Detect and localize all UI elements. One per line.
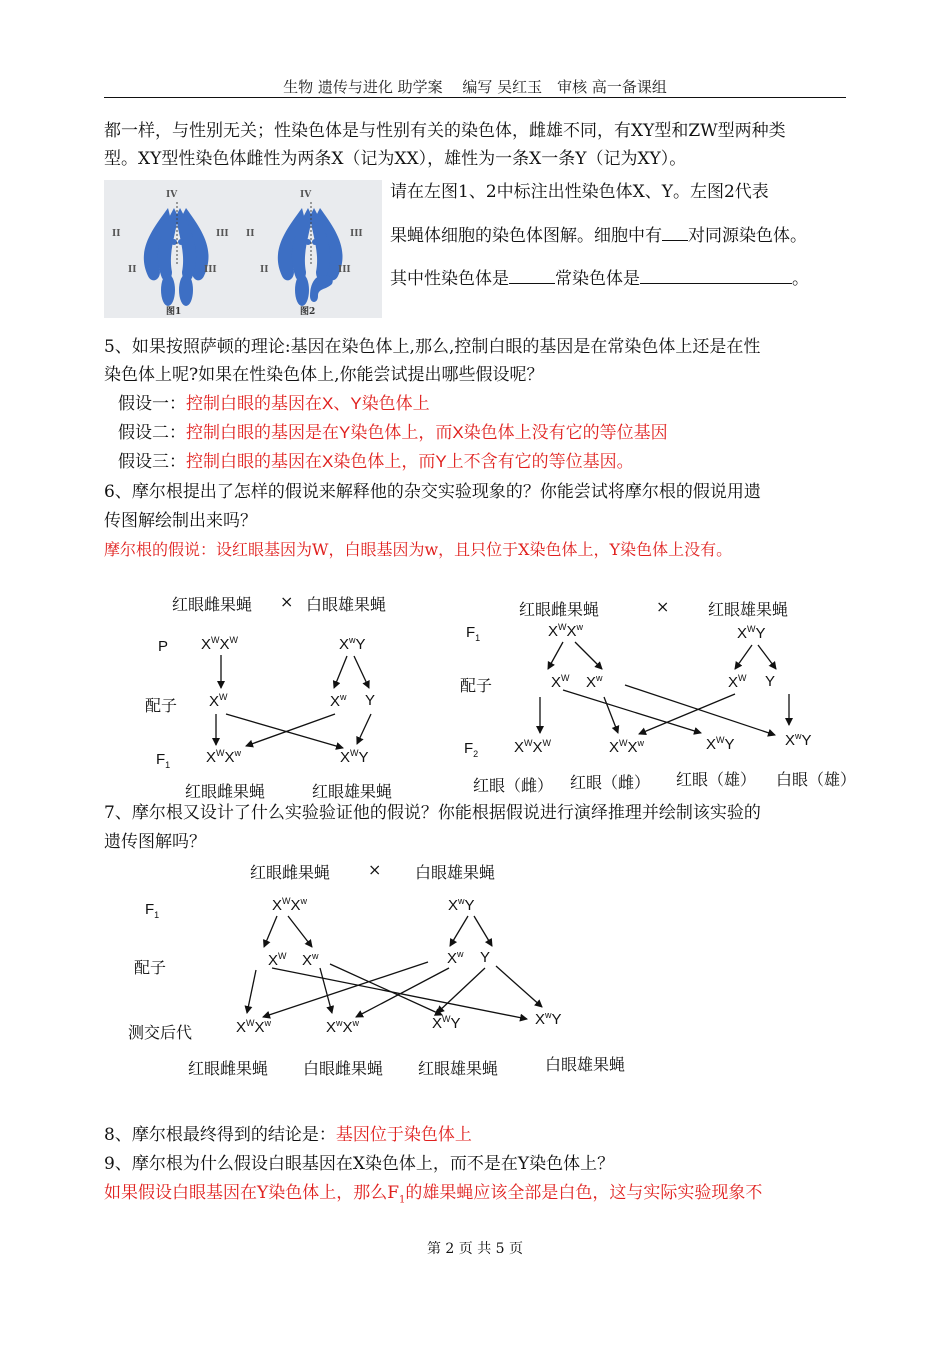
cross2-female-label: 红眼雌果蝇 — [519, 600, 600, 619]
cross1-offspring-female: $X^WX^w$ — [206, 748, 242, 766]
q5-hypothesis-2: 假设二：控制白眼的基因是在Y染色体上，而X染色体上没有它的等位基因 — [118, 423, 668, 443]
cross1-gamete-y: Y — [365, 692, 376, 709]
cross1-p-male-genotype: $X^wY$ — [339, 635, 366, 653]
label-ii-1a: II — [112, 229, 121, 239]
cross3-female-label: 红眼雌果蝇 — [250, 863, 331, 882]
q5-hypothesis-3: 假设三：控制白眼的基因在X染色体上，而Y上不含有它的等位基因。 — [118, 452, 634, 472]
cross3-testcross-label: 测交后代 — [128, 1023, 193, 1042]
cross2-times: × — [656, 597, 670, 616]
cross3-f1-female-genotype: $X^WX^w$ — [272, 896, 308, 914]
cross3-result-4: 白眼雄果蝇 — [545, 1055, 626, 1074]
cross3-gamete-3: $X^w$ — [447, 949, 464, 967]
cross2-offspring-4: $X^wY$ — [785, 731, 812, 749]
q8-line: 8、摩尔根最终得到的结论是：基因位于染色体上 — [104, 1125, 472, 1145]
label-iv-2: IV — [300, 190, 312, 200]
cross3-result-1: 红眼雌果蝇 — [188, 1059, 269, 1078]
label-ii-2a: II — [246, 229, 255, 239]
cross3-times: × — [368, 860, 382, 879]
cross3-offspring-2: $X^wX^w$ — [326, 1018, 360, 1036]
cross2-result-3: 红眼（雄） — [676, 770, 757, 789]
cross1-p-female-genotype: $X^WX^W$ — [201, 635, 239, 653]
q9-answer: 如果假设白眼基因在Y染色体上，那么$F_1$的雄果蝇应该全部是白色，这与实际实验现象不 — [104, 1183, 763, 1206]
q6-line-1: 6、摩尔根提出了怎样的假说来解释他的杂交实验现象的？你能尝试将摩尔根的假说用遗 — [104, 482, 761, 502]
cross1-male-label: 白眼雄果蝇 — [306, 595, 387, 614]
cross3-offspring-4: $X^wY$ — [535, 1010, 562, 1028]
label-ii-2b: II — [260, 265, 269, 275]
q6-answer: 摩尔根的假说：设红眼基因为W，白眼基因为w，且只位于X染色体上，Y染色体上没有。 — [104, 540, 733, 559]
cross2-offspring-2: $X^WX^w$ — [609, 738, 645, 756]
fig-question-line-2: 果蝇体细胞的染色体图解。细胞中有 对同源染色体。 — [390, 222, 850, 249]
label-iii-2b: III — [338, 265, 351, 275]
cross2-gametes-label: 配子 — [460, 676, 493, 695]
cross2-gamete-4: Y — [765, 673, 776, 690]
cross1-offspring-male: $X^WY$ — [340, 748, 369, 766]
cross1-gen-f1: $F_1$ — [156, 751, 171, 770]
fig-question-line-3: 其中性染色体是 常染色体是 。 — [390, 265, 850, 292]
q5-line-1: 5、如果按照萨顿的理论:基因在染色体上,那么,控制白眼的基因是在常染色体上还是在性 — [104, 337, 761, 357]
label-iii-1b: III — [204, 265, 217, 275]
cross2-f1-female-genotype: $X^WX^w$ — [548, 622, 584, 640]
fig2-caption: 图2 — [300, 307, 316, 317]
cross1-female-label: 红眼雌果蝇 — [172, 595, 253, 614]
cross3-gamete-4: Y — [480, 949, 491, 966]
cross3-gamete-2: $X^w$ — [302, 951, 319, 969]
cross2-result-2: 红眼（雌） — [570, 773, 651, 792]
cross1-gamete-xw-male: $X^w$ — [330, 692, 347, 710]
cross2-offspring-3: $X^WY$ — [706, 735, 735, 753]
cross2-gen-f2: $F_2$ — [464, 740, 479, 759]
cross3-result-2: 白眼雌果蝇 — [303, 1059, 384, 1078]
cross2-gamete-1: $X^W$ — [551, 673, 570, 691]
cross2-f1-male-genotype: $X^WY$ — [737, 624, 766, 642]
cross3-result-3: 红眼雄果蝇 — [418, 1059, 499, 1078]
cross3-male-label: 白眼雄果蝇 — [415, 863, 496, 882]
intro-line-2: 型。XY型性染色体雌性为两条X（记为XX），雄性为一条X一条Y（记为XY）。 — [104, 149, 687, 169]
q9-question: 9、摩尔根为什么假设白眼基因在X染色体上，而不是在Y染色体上？ — [104, 1154, 615, 1174]
page-footer: 第 2 页 共 5 页 — [426, 1241, 524, 1257]
cross3-offspring-1: $X^WX^w$ — [236, 1018, 272, 1036]
fig1-caption: 图1 — [166, 307, 182, 317]
q5-hypothesis-1: 假设一：控制白眼的基因在X、Y染色体上 — [118, 394, 430, 414]
cross2-result-1: 红眼（雌） — [473, 776, 554, 795]
cross2-result-4: 白眼（雄） — [776, 770, 857, 789]
cross2-offspring-1: $X^WX^W$ — [514, 738, 552, 756]
q7-line-2: 遗传图解吗？ — [104, 832, 206, 852]
cross1-times: × — [280, 592, 294, 611]
cross2-male-label: 红眼雄果蝇 — [708, 600, 789, 619]
cross1-gametes-label: 配子 — [145, 696, 178, 715]
cross3-male-genotype: $X^wY$ — [448, 896, 475, 914]
cross2-gamete-2: $X^w$ — [586, 673, 603, 691]
label-iii-1a: III — [216, 229, 229, 239]
cross1-result-male: 红眼雄果蝇 — [312, 782, 393, 801]
intro-line-1: 都一样，与性别无关；性染色体是与性别有关的染色体，雌雄不同，有XY型和ZW型两种类 — [104, 121, 786, 141]
cross1-result-female: 红眼雌果蝇 — [185, 782, 266, 801]
fig-question-line-1: 请在左图1、2中标注出性染色体X、Y。左图2代表 — [390, 182, 769, 202]
cross3-gametes-label: 配子 — [134, 958, 167, 977]
cross1-gen-p: P — [158, 638, 169, 655]
cross2-gen-f1: $F_1$ — [466, 624, 481, 643]
cross2-gamete-3: $X^W$ — [728, 673, 747, 691]
cross3-gen-f1: $F_1$ — [145, 901, 160, 920]
page-header: 生物 遗传与进化 助学案 编写 吴红玉 审核 高一备课组 — [283, 78, 667, 96]
cross1-gamete-xw-female: $X^W$ — [209, 692, 228, 710]
label-iii-2a: III — [350, 229, 363, 239]
cross3-offspring-3: $X^WY$ — [432, 1014, 461, 1032]
q6-line-2: 传图解绘制出来吗？ — [104, 511, 257, 531]
label-iv-1: IV — [166, 190, 178, 200]
q5-line-2: 染色体上呢?如果在性染色体上,你能尝试提出哪些假设呢？ — [104, 365, 544, 385]
q7-line-1: 7、摩尔根又设计了什么实验验证他的假说？你能根据假说进行演绎推理并绘制该实验的 — [104, 803, 761, 823]
cross3-gamete-1: $X^W$ — [268, 951, 287, 969]
label-ii-1b: II — [128, 265, 137, 275]
